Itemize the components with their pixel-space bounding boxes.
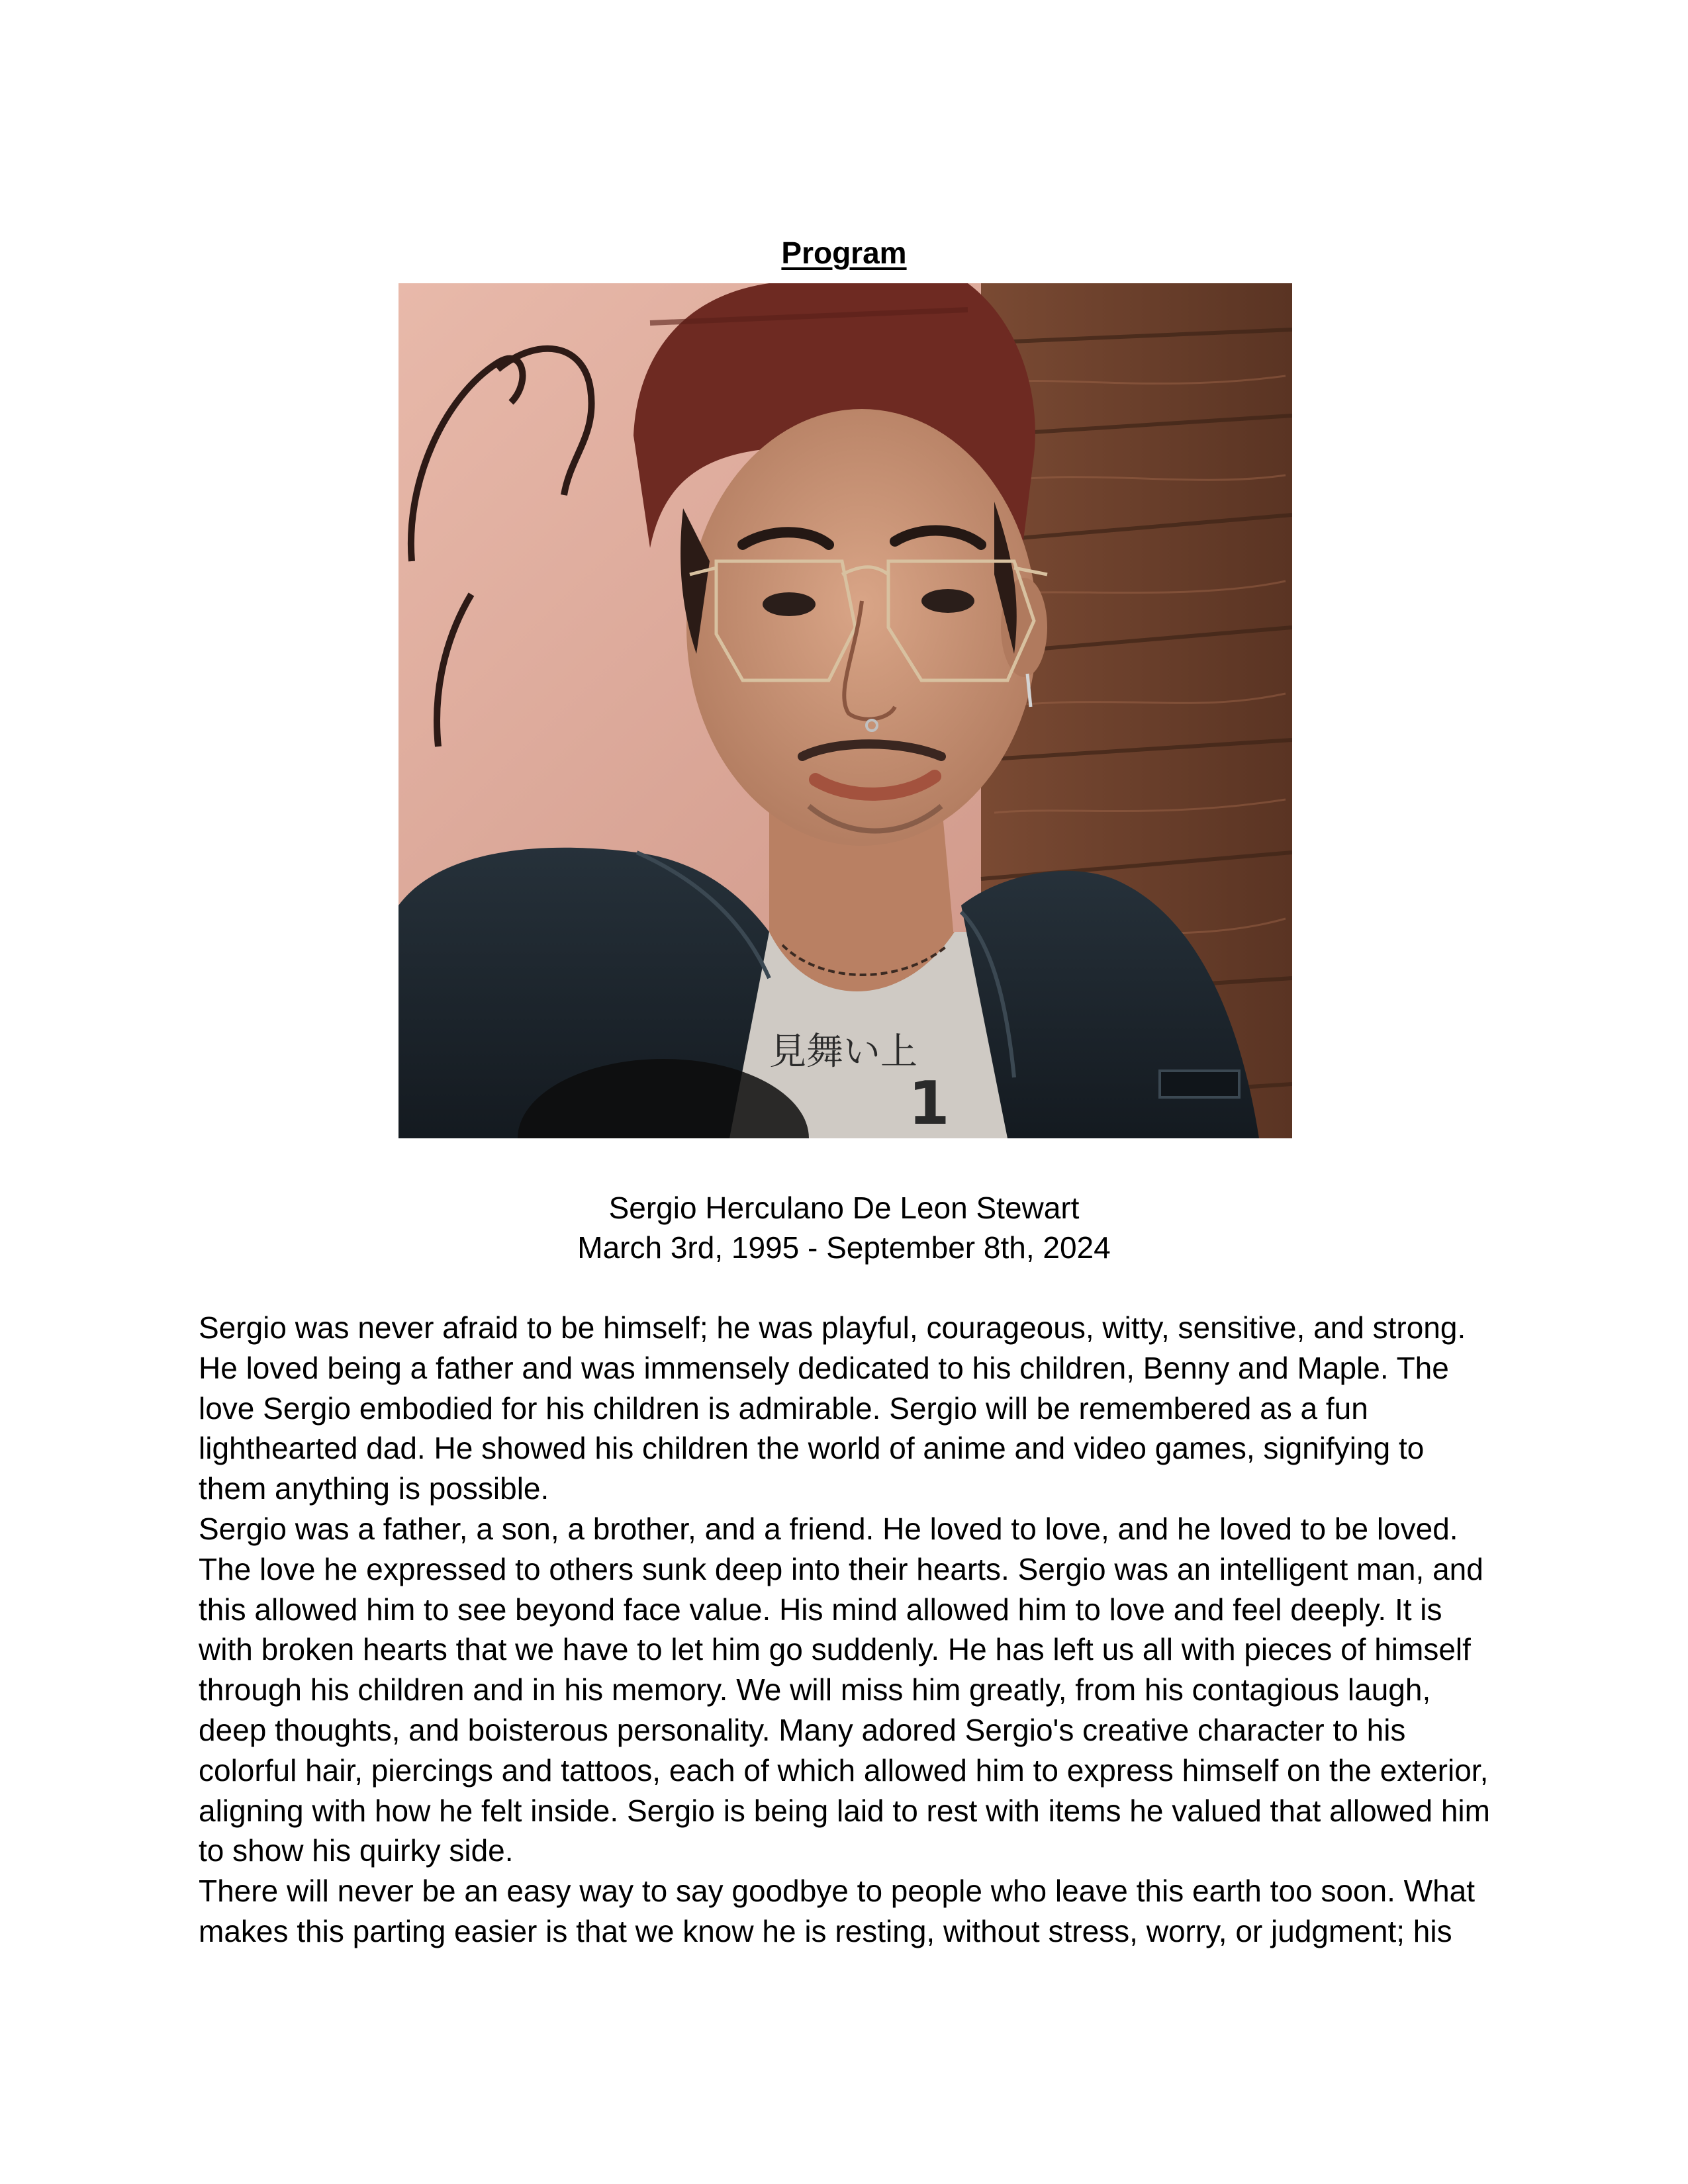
obituary-paragraph-1: Sergio was never afraid to be himself; he was playful, courageous, witty, sensitive, and strong. He loved being a father and was immensely dedicated to his children, Benny and Maple. The love Sergio embodied for his children is admirable. Sergio will be remembered as a fun lighthearted dad. He showed his children the world of anime and video games, signifying to them anything is possible. (199, 1310, 1466, 1506)
portrait-photo (399, 283, 1292, 1138)
obituary-paragraph-3: There will never be an easy way to say goodbye to people who leave this earth too soon. What makes this parting easier is that we know he is resting, without stress, worry, or judgment; his (199, 1874, 1476, 1948)
page-title (0, 233, 1688, 273)
obituary-text (199, 1308, 1496, 1952)
life-dates: March 3rd, 1995 - September 8th, 2024 (577, 1230, 1111, 1265)
obituary-paragraph-2: Sergio was a father, a son, a brother, and a friend. He loved to love, and he loved to be loved. The love he expressed to others sunk deep into their hearts. Sergio was an intelligent man, and this allowed him to see beyond face value. His mind allowed him to love and feel deeply. It is with broken hearts that we have to let him go suddenly. He has left us all with pieces of himself through his children and in his memory. We will miss him greatly, from his contagious laugh, deep thoughts, and boisterous personality. Many adored Sergio's creative character to his colorful hair, piercings and tattoos, each of which allowed him to express himself on the exterior, aligning with how he felt inside. Sergio is being laid to rest with items he valued that allowed him to show his quirky side. (199, 1511, 1490, 1868)
page-title-text: Program (781, 236, 907, 270)
deceased-name: Sergio Herculano De Leon Stewart (608, 1191, 1080, 1225)
svg-text:見舞い上: 見舞い上 (769, 1030, 917, 1073)
svg-text:1: 1 (908, 1069, 950, 1138)
